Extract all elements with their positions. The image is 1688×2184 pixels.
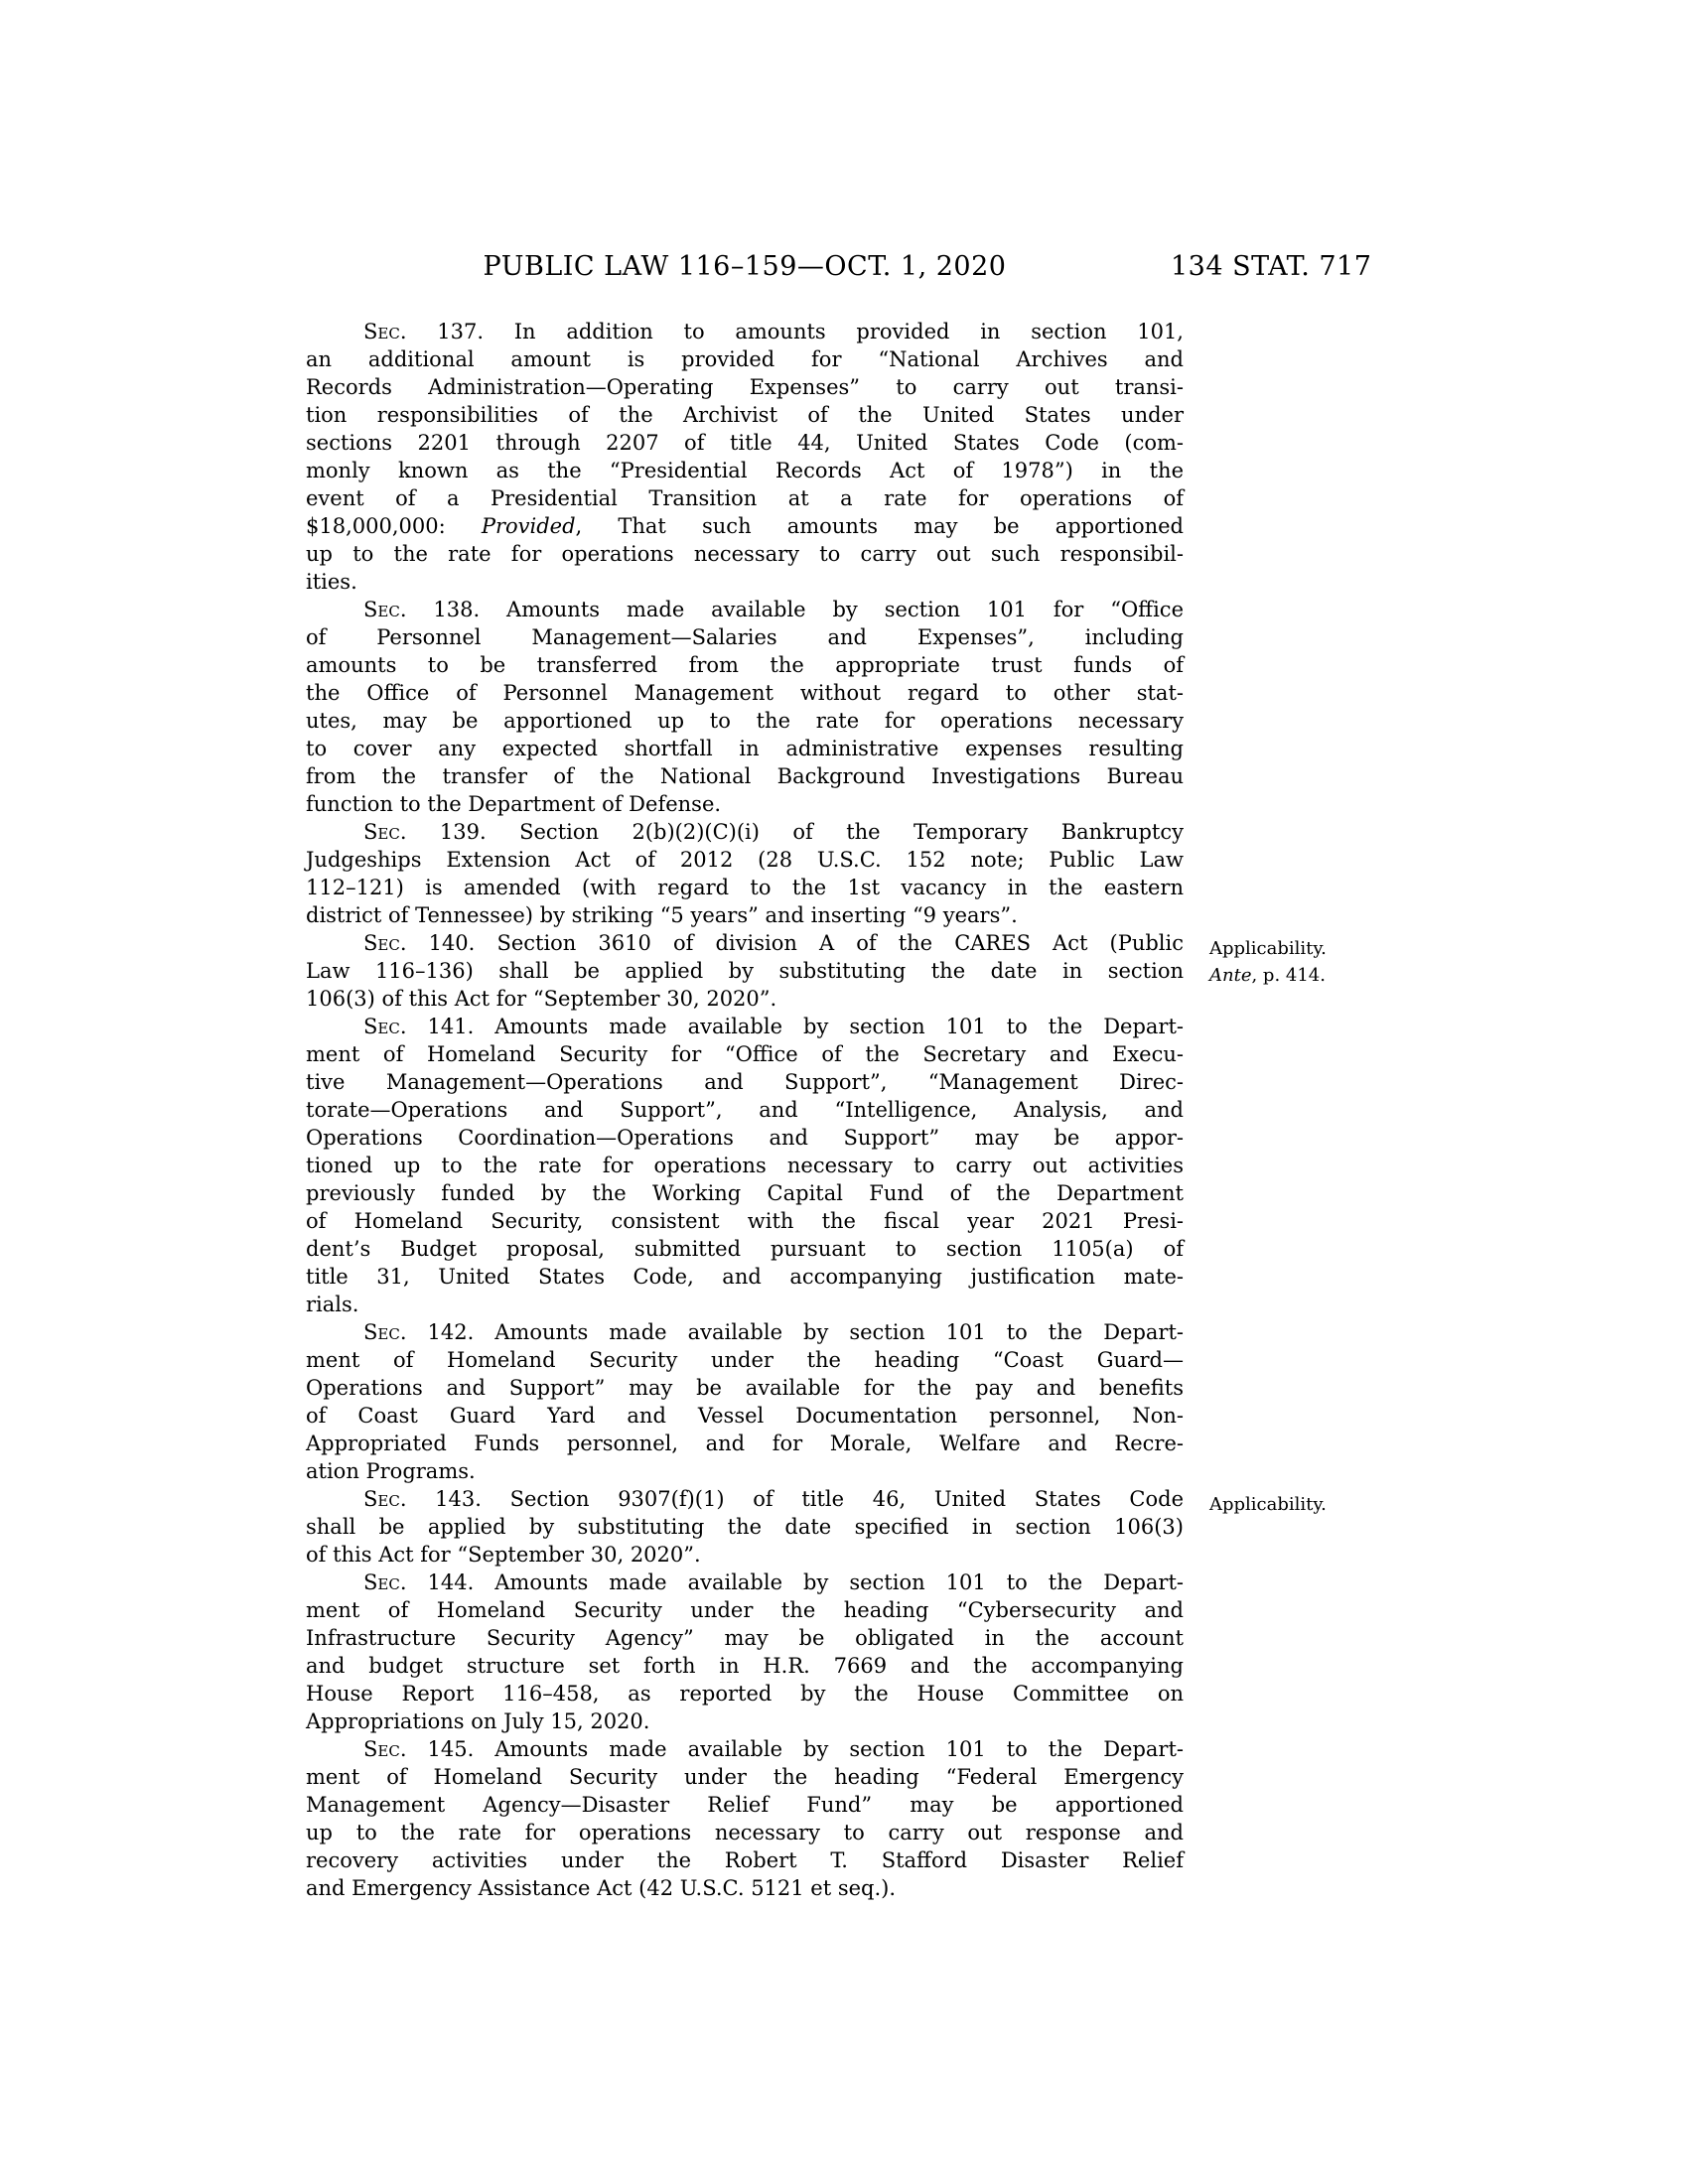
text-segment: district of Tennessee) by striking “5 years” and inserting “9 years”. (306, 903, 1018, 927)
text-segment: 139. Section 2(b)(2)(C)(i) of the Temporary Bankruptcy (406, 820, 1184, 844)
page-header (306, 250, 1372, 284)
text-line (306, 1430, 1184, 1457)
section-label: Sec. (363, 1320, 407, 1344)
section-label: Sec. (363, 1570, 407, 1594)
text-line (306, 790, 1184, 818)
text-line (306, 1513, 1184, 1541)
text-line (306, 1346, 1184, 1374)
text-line (306, 345, 1184, 373)
text-segment: utes, may be apportioned up to the rate for operations necessary (306, 709, 1184, 733)
text-line (306, 1596, 1184, 1624)
text-line (306, 1040, 1184, 1068)
text-segment: 106(3) of this Act for “September 30, 2020”. (306, 987, 777, 1011)
margin-note-line (1209, 962, 1458, 989)
text-segment: dent’s Budget proposal, submitted pursuant to section 1105(a) of (306, 1237, 1184, 1261)
sec-142-paragraph (306, 1318, 1184, 1485)
section-label: Sec. (363, 1015, 407, 1038)
text-segment: , p. 414. (1251, 965, 1326, 986)
text-segment: to cover any expected shortfall in administrative expenses resulting (306, 737, 1184, 760)
text-line (306, 1457, 1184, 1485)
text-line (306, 1624, 1184, 1652)
text-line (306, 929, 1184, 957)
text-segment: an additional amount is provided for “National Archives and (306, 347, 1184, 371)
body-column (306, 318, 1327, 1902)
text-segment: Operations and Support” may be available for the pay and benefits (306, 1376, 1184, 1400)
text-line (306, 429, 1184, 457)
text-line (306, 1013, 1184, 1040)
text-segment: Operations Coordination—Operations and Support” may be appor- (306, 1126, 1184, 1150)
text-segment: torate—Operations and Support”, and “Intelligence, Analysis, and (306, 1098, 1184, 1122)
text-segment: up to the rate for operations necessary to carry out response and (306, 1821, 1184, 1844)
sec-145-paragraph (306, 1735, 1184, 1902)
text-segment: of Personnel Management—Salaries and Expenses”, including (306, 625, 1184, 649)
text-segment: tion responsibilities of the Archivist of the United States under (306, 403, 1184, 427)
section-label: Sec. (363, 1737, 407, 1761)
text-segment: monly known as the “Presidential Records Act of 1978”) in the (306, 459, 1184, 482)
text-segment: of Coast Guard Yard and Vessel Documentation personnel, Non- (306, 1404, 1184, 1428)
text-line (306, 1374, 1184, 1402)
sec-140-paragraph (306, 929, 1327, 1013)
text-segment: event of a Presidential Transition at a rate for operations of (306, 486, 1184, 510)
text-segment: from the transfer of the National Background Investigations Bureau (306, 764, 1184, 788)
text-segment: and Emergency Assistance Act (42 U.S.C. 5121 et seq.). (306, 1876, 897, 1900)
text-line (306, 679, 1184, 707)
text-line (306, 1763, 1184, 1791)
section-label: Sec. (363, 931, 407, 955)
margin-note (1209, 1491, 1458, 1518)
text-line (306, 846, 1184, 874)
text-segment: 145. Amounts made available by section 101 to the Depart- (406, 1737, 1184, 1761)
text-line (306, 1318, 1184, 1346)
margin-note-line (1209, 1491, 1458, 1518)
text-segment: previously funded by the Working Capital Fund of the Department (306, 1181, 1184, 1205)
text-segment: sections 2201 through 2207 of title 44, United States Code (com- (306, 431, 1184, 455)
text-line (306, 651, 1184, 679)
text-line (306, 1791, 1184, 1819)
text-line (306, 1068, 1184, 1096)
text-segment: ment of Homeland Security under the heading “Cybersecurity and (306, 1598, 1184, 1622)
text-line (306, 1485, 1184, 1513)
text-segment: Judgeships Extension Act of 2012 (28 U.S.C. 152 note; Public Law (306, 848, 1184, 872)
text-line (306, 957, 1184, 985)
text-line (306, 457, 1184, 484)
text-line (306, 540, 1184, 568)
text-segment: function to the Department of Defense. (306, 792, 722, 816)
text-segment: Infrastructure Security Agency” may be obligated in the account (306, 1626, 1184, 1650)
text-segment: 143. Section 9307(f)(1) of title 46, United States Code (406, 1487, 1184, 1511)
text-line (306, 1846, 1184, 1874)
text-line (306, 762, 1184, 790)
text-line (306, 1652, 1184, 1680)
sec-139-paragraph (306, 818, 1184, 929)
text-segment: , That such amounts may be apportioned (575, 514, 1184, 538)
section-label: Sec. (363, 320, 407, 343)
text-segment: shall be applied by substituting the date specified in section 106(3) (306, 1515, 1184, 1539)
text-line (306, 1541, 1184, 1569)
text-line (306, 401, 1184, 429)
text-segment: title 31, United States Code, and accompanying justification mate- (306, 1265, 1184, 1289)
text-segment: amounts to be transferred from the appropriate trust funds of (306, 653, 1184, 677)
text-segment: Provided (481, 514, 576, 538)
text-line (306, 1569, 1184, 1596)
text-segment: ment of Homeland Security for “Office of the Secretary and Execu- (306, 1042, 1184, 1066)
text-segment: Applicability. (1209, 938, 1327, 959)
text-segment: of this Act for “September 30, 2020”. (306, 1543, 701, 1567)
text-line (306, 985, 1184, 1013)
text-line (306, 1707, 1184, 1735)
text-segment: and budget structure set forth in H.R. 7669 and the accompanying (306, 1654, 1184, 1678)
text-line (306, 874, 1184, 901)
margin-note-line (1209, 935, 1458, 962)
text-line (306, 707, 1184, 735)
text-segment: 137. In addition to amounts provided in section 101, (406, 320, 1184, 343)
text-segment: of Homeland Security, consistent with the fiscal year 2021 Presi- (306, 1209, 1184, 1233)
text-segment: tive Management—Operations and Support”, “Management Direc- (306, 1070, 1184, 1094)
text-line (306, 1680, 1184, 1707)
text-line (306, 512, 1184, 540)
text-segment: 112–121) is amended (with regard to the 1st vacancy in the eastern (306, 876, 1184, 899)
text-segment: House Report 116–458, as reported by the House Committee on (306, 1682, 1184, 1706)
text-segment: ation Programs. (306, 1459, 476, 1483)
text-line (306, 568, 1184, 596)
text-line (306, 623, 1184, 651)
sec-138-paragraph (306, 596, 1184, 818)
text-line (306, 484, 1184, 512)
text-segment: Records Administration—Operating Expenses” to carry out transi- (306, 375, 1184, 399)
section-label: Sec. (363, 598, 407, 621)
text-segment: Applicability. (1209, 1494, 1327, 1515)
page-header-title: PUBLIC LAW 116–159—OCT. 1, 2020 (483, 251, 1007, 282)
text-line (306, 1735, 1184, 1763)
text-line (306, 596, 1184, 623)
text-segment: up to the rate for operations necessary to carry out such responsibil- (306, 542, 1184, 566)
text-line (306, 1179, 1184, 1207)
text-segment: Appropriations on July 15, 2020. (306, 1709, 650, 1733)
text-segment: 141. Amounts made available by section 101 to the Depart- (406, 1015, 1184, 1038)
text-segment: Appropriated Funds personnel, and for Morale, Welfare and Recre- (306, 1432, 1184, 1455)
sec-141-paragraph (306, 1013, 1184, 1318)
text-line (306, 901, 1184, 929)
section-label: Sec. (363, 820, 407, 844)
text-segment: tioned up to the rate for operations necessary to carry out activities (306, 1154, 1184, 1177)
page-header-stat-number: 134 STAT. 717 (1171, 251, 1372, 282)
text-segment: Law 116–136) shall be applied by substituting the date in section (306, 959, 1184, 983)
text-segment: ment of Homeland Security under the heading “Federal Emergency (306, 1765, 1184, 1789)
text-line (306, 1263, 1184, 1291)
text-segment: 138. Amounts made available by section 101 for “Office (406, 598, 1184, 621)
text-line (306, 735, 1184, 762)
text-segment: rials. (306, 1293, 359, 1316)
text-segment: the Office of Personnel Management without regard to other stat- (306, 681, 1184, 705)
text-segment: 144. Amounts made available by section 101 to the Depart- (406, 1570, 1184, 1594)
text-line (306, 1207, 1184, 1235)
text-line (306, 1819, 1184, 1846)
text-segment: ities. (306, 570, 357, 594)
text-line (306, 1096, 1184, 1124)
text-segment: Management Agency—Disaster Relief Fund” may be apportioned (306, 1793, 1184, 1817)
sec-143-paragraph (306, 1485, 1327, 1569)
section-label: Sec. (363, 1487, 407, 1511)
text-line (306, 1235, 1184, 1263)
text-line (306, 1402, 1184, 1430)
text-line (306, 1124, 1184, 1152)
text-line (306, 1291, 1184, 1318)
sec-144-paragraph (306, 1569, 1184, 1735)
text-line (306, 1874, 1184, 1902)
text-line (306, 818, 1184, 846)
text-line (306, 1152, 1184, 1179)
text-segment: 140. Section 3610 of division A of the CARES Act (Public (406, 931, 1184, 955)
text-segment: 142. Amounts made available by section 101 to the Depart- (406, 1320, 1184, 1344)
text-segment: $18,000,000: (306, 514, 482, 538)
sec-137-paragraph (306, 318, 1184, 596)
margin-note (1209, 935, 1458, 989)
text-line (306, 318, 1184, 345)
text-segment: ment of Homeland Security under the heading “Coast Guard— (306, 1348, 1184, 1372)
text-segment: Ante (1209, 965, 1252, 986)
text-line (306, 373, 1184, 401)
text-segment: recovery activities under the Robert T. Stafford Disaster Relief (306, 1848, 1184, 1872)
